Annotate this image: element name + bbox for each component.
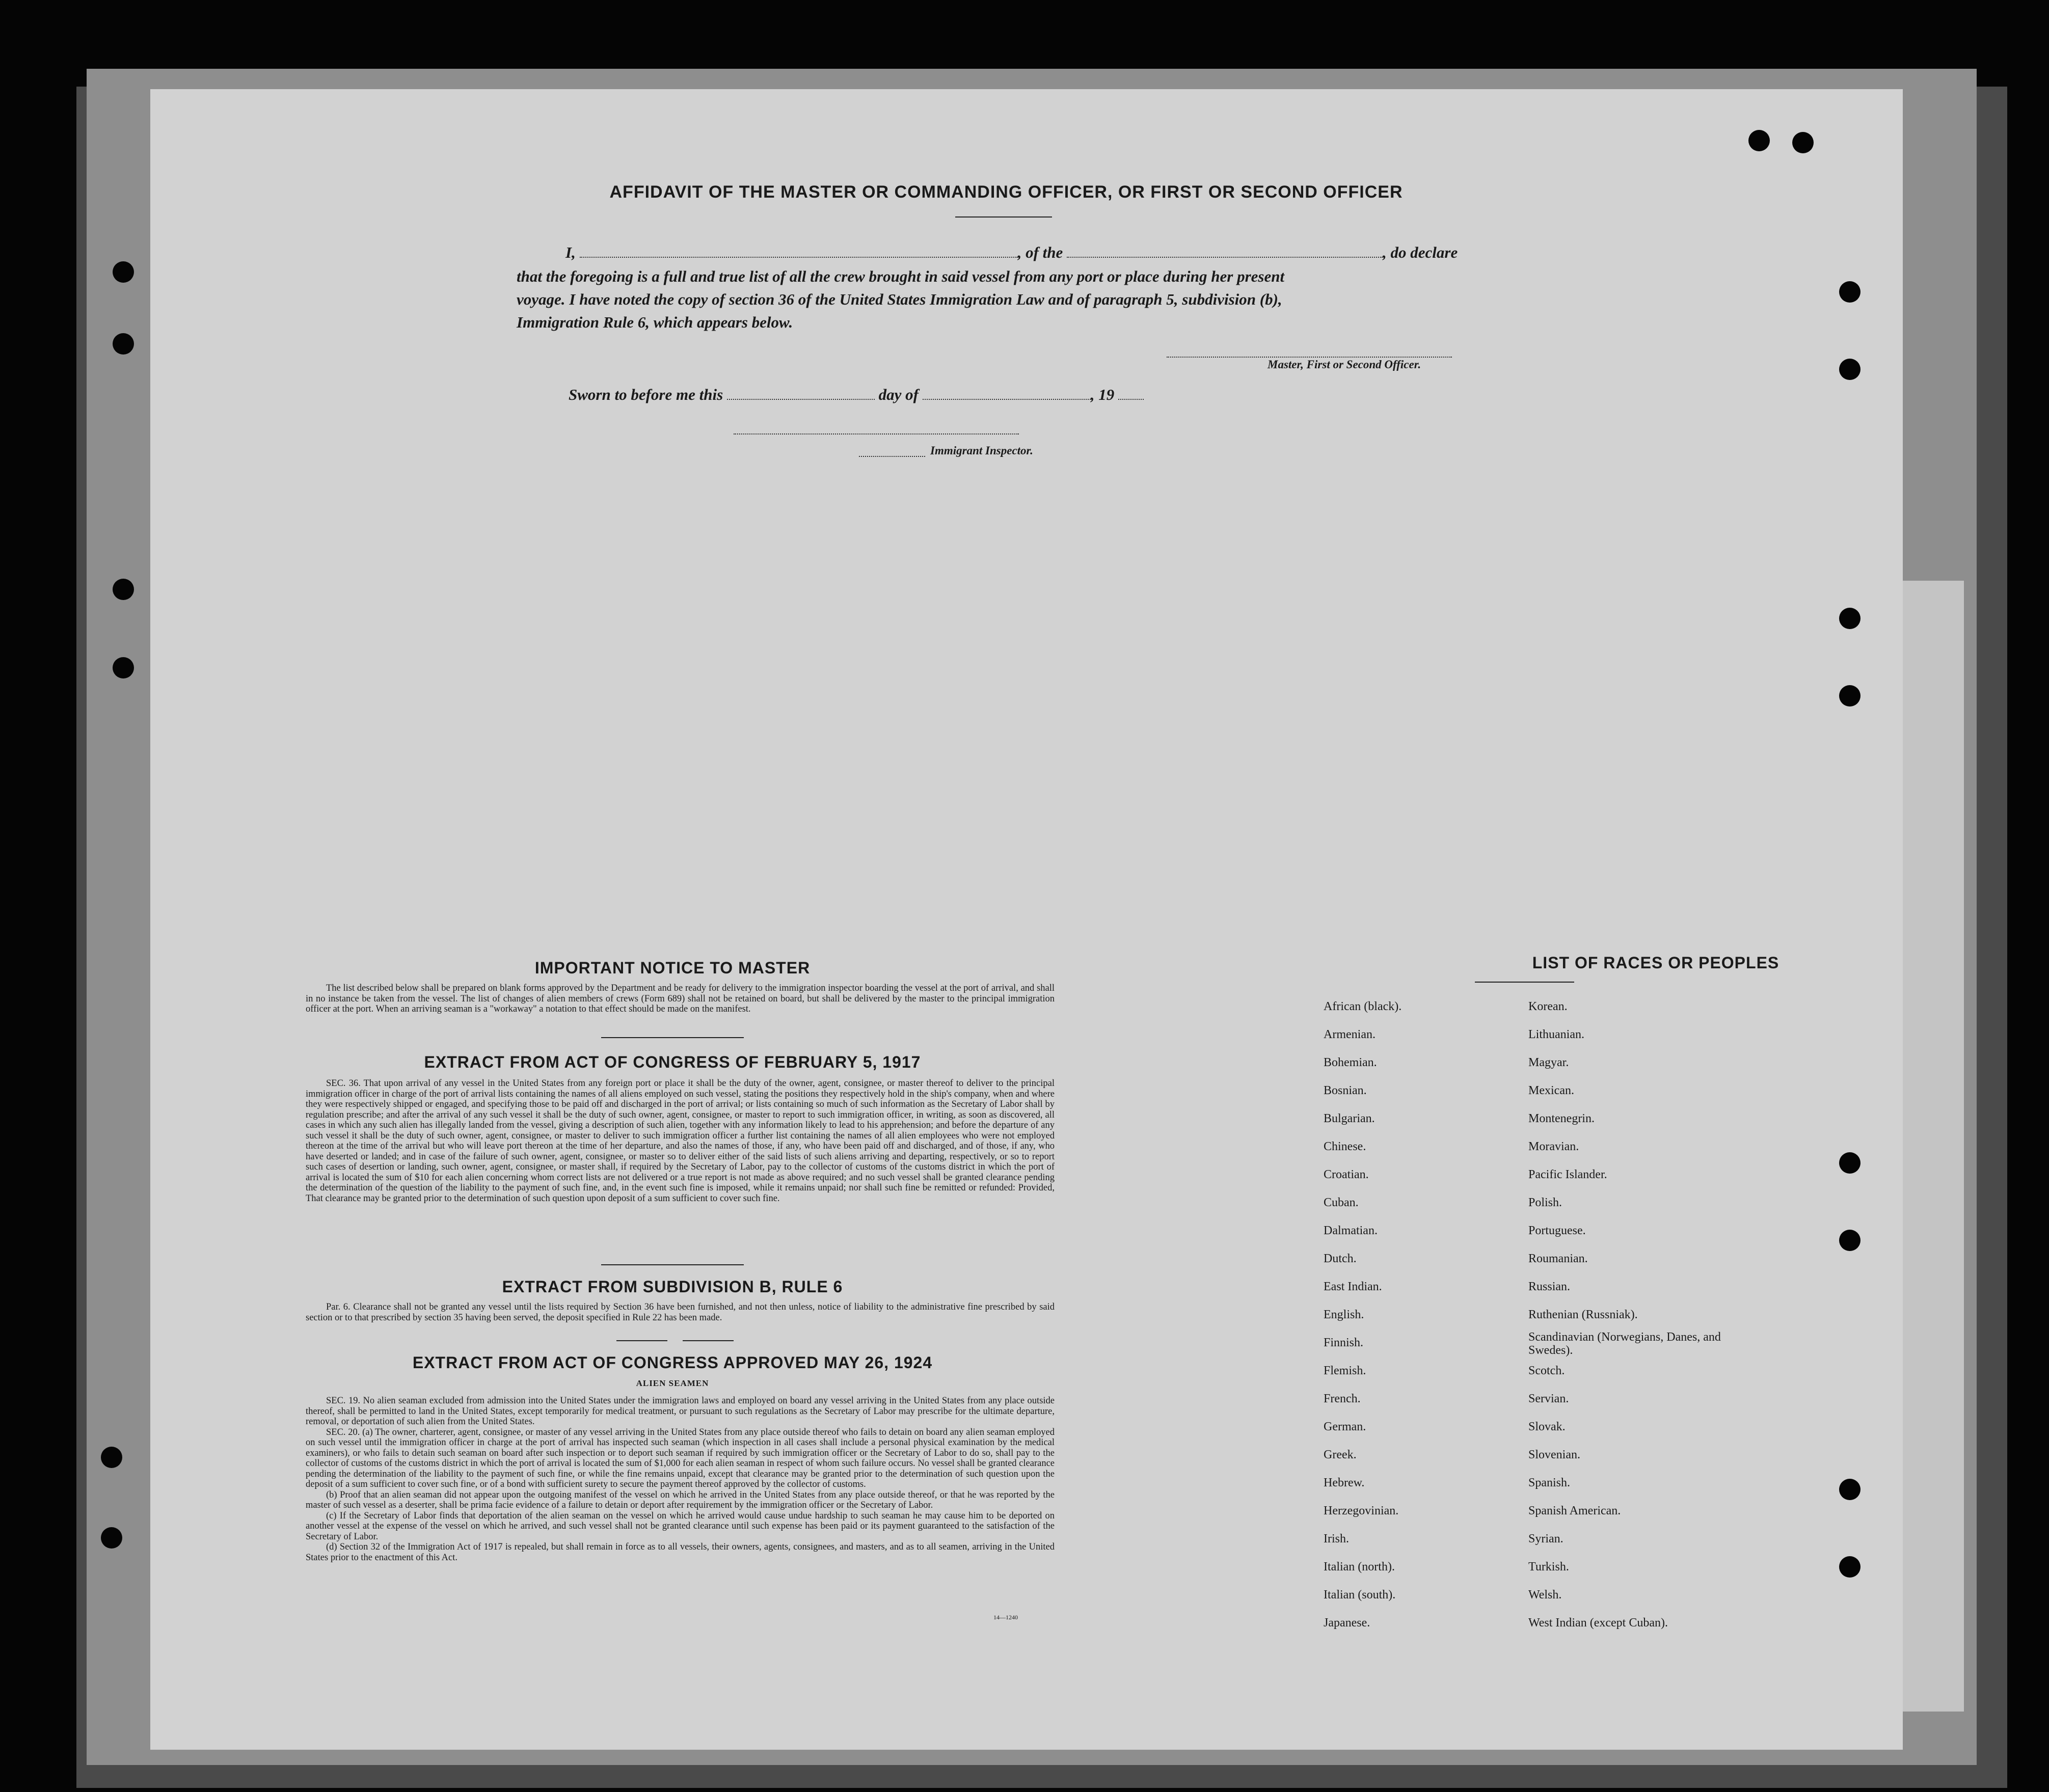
day-of-label: day of — [878, 386, 919, 403]
section-20a-text: SEC. 20. (a) The owner, charterer, agent, consignee, or master of any vessel arriving in the United States from any place outside thereof who fails to detain on board any alien seaman employed on such vessel until the immigration officer in charge at the port of arrival has inspected such seaman (which inspection in all cases shall include a personal physical examination by the medical examiners), or who fails to detain such seaman on board after such inspection or to deport such seaman if required by such immigration officer or the Secretary of Labor to do so, shall pay to the collector of customs of the customs district in which the port of arrival is located the sum of $1,000 for each alien seaman in respect of whom such failure occurs. No vessel shall be granted clearance pending the determination of the liability to the payment of such fine, or while the fine remains unpaid, except that clearance may be granted prior to the determination of such question upon the deposit of a sum sufficient to cover such fine, or of a bond with sufficient surety to secure the payment thereof approved by the collector of customs. — [306, 1427, 1055, 1489]
race-item: Slovak. — [1528, 1420, 1566, 1433]
rule-6-body — [306, 1302, 1055, 1323]
punch-hole — [101, 1527, 122, 1549]
punch-hole — [1839, 1152, 1861, 1174]
race-item: Japanese. — [1324, 1616, 1370, 1630]
year-label: , 19 — [1090, 386, 1115, 403]
race-item: Mexican. — [1528, 1084, 1574, 1097]
race-item: Roumanian. — [1528, 1252, 1588, 1265]
race-item: Hebrew. — [1324, 1476, 1365, 1489]
of-the-label: , of the — [1017, 243, 1063, 261]
race-item: German. — [1324, 1420, 1366, 1433]
inspector-prefix-line — [859, 456, 925, 457]
races-title: LIST OF RACES OR PEOPLES — [1532, 954, 1780, 972]
section-rule — [1475, 982, 1574, 983]
punch-hole — [113, 261, 134, 283]
title-rule — [955, 216, 1052, 218]
i-label: I, — [565, 243, 576, 261]
rule-6-title: EXTRACT FROM SUBDIVISION B, RULE 6 — [502, 1278, 843, 1296]
race-item: Dutch. — [1324, 1252, 1357, 1265]
race-item: Russian. — [1528, 1280, 1571, 1293]
year-field[interactable] — [1118, 387, 1144, 400]
edge-sheet — [1903, 581, 1964, 1712]
race-item: Croatian. — [1324, 1168, 1369, 1181]
race-item: Greek. — [1324, 1448, 1357, 1461]
race-item: Korean. — [1528, 1000, 1568, 1013]
act-1917-title: EXTRACT FROM ACT OF CONGRESS OF FEBRUARY 5, 1917 — [424, 1053, 921, 1071]
race-item: Syrian. — [1528, 1532, 1563, 1545]
inspector-label: Immigrant Inspector. — [930, 444, 1033, 457]
section-rule — [601, 1037, 744, 1038]
race-item: Scotch. — [1528, 1364, 1565, 1377]
notice-paragraph: The list described below shall be prepared on blank forms approved by the Department and be ready for delivery to the immigration inspector boarding the vessel at the port of arrival, and shall in no instance be taken from the vessel. The list of changes of alien members of crews (Form 689) shall not be retained on board, but shall be delivered by the master to the principal immigration officer at the port. When an arriving seaman is a "workaway" a notation to that effect should be made on the manifest. — [306, 983, 1055, 1014]
section-20d-text: (d) Section 32 of the Immigration Act of 1917 is repealed, but shall remain in force as to all vessels, their owners, agents, consignees, and masters, and as to all seamen, arriving in the United States prior to the enactment of this Act. — [306, 1542, 1055, 1563]
act-1917-body — [306, 1078, 1055, 1204]
section-rule — [601, 1264, 744, 1265]
race-item: Lithuanian. — [1528, 1028, 1584, 1041]
race-item: African (black). — [1324, 1000, 1402, 1013]
punch-hole — [113, 657, 134, 678]
race-item: Italian (north). — [1324, 1560, 1395, 1573]
act-1924-body — [306, 1396, 1055, 1563]
punch-hole — [1839, 608, 1861, 629]
race-item: Scandinavian (Norwegians, Danes, and Swedes). — [1528, 1331, 1721, 1357]
master-signature-label: Master, First or Second Officer. — [1268, 358, 1421, 371]
affidavit-text-line-1: that the foregoing is a full and true list of all the crew brought in said vessel from any port or place during her present — [517, 267, 1285, 285]
section-rule — [616, 1340, 667, 1341]
race-item: Moravian. — [1528, 1140, 1579, 1153]
section-36-text: SEC. 36. That upon arrival of any vessel in the United States from any foreign port or place it shall be the duty of the owner, agent, consignee, or master thereof to deliver to the principal immigration officer in charge of the port of arrival lists containing the names of all aliens employed on such vessel, stating the positions they respectively hold in the ship's company, when and where they were respectively shipped or engaged, and specifying those to be paid off and discharged in the port of arrival; or lists containing so much of such information as the Secretary of Labor shall by regulation prescribe; and after the arrival of any such vessel it shall be the duty of such owner, agent, consignee, or master to report to such immigration officer, in writing, as soon as discovered, all cases in which any such alien has illegally landed from the vessel, giving a description of such alien, together with any information likely to lead to his apprehension; and before the departure of any such vessel it shall be the duty of such owner, agent, consignee, or master to deliver to such immigration officer a further list containing the names of all alien employees who were not employed thereon at the time of the arrival but who will leave port thereon at the time of her departure, and also the names of those, if any, who have been paid off and discharged, and of those, if any, who have deserted or landed; and in case of the failure of such owner, agent, consignee, or master so to deliver either of the said lists of such aliens arriving and departing, respectively, or so to report such cases of desertion or landing, such owner, agent, consignee, or master shall, if required by the Secretary of Labor, pay to the collector of customs of the customs district in which the port of arrival is located the sum of $10 for each alien concerning whom correct lists are not delivered or a true report is not made as above required; and no such vessel shall be granted clearance pending the determination of the question of the liability to the payment of such fine, and, in the event such fine is imposed, while it remains unpaid; nor shall such fine be remitted or refunded: Provided, That clearance may be granted prior to the determination of such question upon deposit of a sum sufficient to cover such fine. — [306, 1078, 1055, 1204]
notice-title: IMPORTANT NOTICE TO MASTER — [534, 959, 811, 977]
race-item: Polish. — [1528, 1196, 1562, 1209]
race-item: Bulgarian. — [1324, 1112, 1375, 1125]
section-20c-text: (c) If the Secretary of Labor finds that deportation of the alien seaman on the vessel on which he arrived would cause undue hardship to such seaman he may cause him to be deported on another vessel at the expense of the vessel on which he arrived, and such vessel shall not be granted clearance until such expense has been paid or its payment guaranteed to the satisfaction of the Secretary of Labor. — [306, 1510, 1055, 1542]
sworn-line — [569, 386, 1144, 404]
race-item: Irish. — [1324, 1532, 1349, 1545]
punch-hole — [1792, 132, 1814, 153]
race-item: English. — [1324, 1308, 1364, 1321]
section-rule — [683, 1340, 734, 1341]
rule-6-text: Par. 6. Clearance shall not be granted any vessel until the lists required by Section 36 have been furnished, and not then unless, notice of liability to the administrative fine prescribed by said section or to that prescribed by section 35 having been served, the deposit specified in Rule 22 has been made. — [306, 1302, 1055, 1323]
affidavit-title: AFFIDAVIT OF THE MASTER OR COMMANDING OFFICER, OR FIRST OR SECOND OFFICER — [609, 182, 1403, 202]
vessel-field[interactable] — [1067, 245, 1383, 258]
punch-hole — [1839, 1556, 1861, 1578]
race-item: East Indian. — [1324, 1280, 1382, 1293]
race-item: Ruthenian (Russniak). — [1528, 1308, 1638, 1321]
punch-hole — [1839, 281, 1861, 303]
alien-seamen-subtitle: ALIEN SEAMEN — [636, 1378, 709, 1388]
race-item: Finnish. — [1324, 1336, 1364, 1349]
section-19-text: SEC. 19. No alien seaman excluded from admission into the United States under the immigration laws and employed on board any vessel arriving in the United States from any place outside thereof, shall be permitted to land in the United States, except temporarily for medical treatment, or pursuant to such regulations as the Secretary of Labor may prescribe for the ultimate departure, removal, or deportation of such alien from the United States. — [306, 1396, 1055, 1427]
race-item: Bohemian. — [1324, 1056, 1377, 1069]
act-1924-title: EXTRACT FROM ACT OF CONGRESS APPROVED MAY 26, 1924 — [412, 1353, 933, 1372]
race-item: Spanish. — [1528, 1476, 1571, 1489]
race-item: West Indian (except Cuban). — [1528, 1616, 1668, 1630]
race-item: Spanish American. — [1528, 1504, 1621, 1517]
name-field[interactable] — [580, 245, 1018, 258]
race-item: Bosnian. — [1324, 1084, 1367, 1097]
punch-hole — [1839, 359, 1861, 380]
race-item: Flemish. — [1324, 1364, 1366, 1377]
race-item: Welsh. — [1528, 1588, 1562, 1601]
punch-hole — [1839, 685, 1861, 707]
affidavit-text-line-2: voyage. I have noted the copy of section 36 of the United States Immigration Law and of paragraph 5, subdivision (b), — [517, 290, 1282, 308]
race-item: Slovenian. — [1528, 1448, 1580, 1461]
punch-hole — [1748, 130, 1770, 151]
punch-hole — [1839, 1479, 1861, 1500]
race-item: Dalmatian. — [1324, 1224, 1378, 1237]
race-item: Italian (south). — [1324, 1588, 1396, 1601]
day-field[interactable] — [727, 387, 875, 400]
master-signature-line[interactable] — [1167, 357, 1452, 358]
section-20b-text: (b) Proof that an alien seaman did not appear upon the outgoing manifest of the vessel on which he arrived in the United States from any place outside thereof, or that he was reported by the master of such vessel as a deserter, shall be prima facie evidence of a failure to detain or deport after requirement by the immigration officer or the Secretary of Labor. — [306, 1489, 1055, 1510]
declaration-line — [565, 243, 1458, 262]
race-item: Pacific Islander. — [1528, 1168, 1607, 1181]
race-item: Turkish. — [1528, 1560, 1569, 1573]
form-number: 14—1240 — [993, 1614, 1018, 1621]
race-item: Servian. — [1528, 1392, 1569, 1405]
punch-hole — [113, 333, 134, 355]
punch-hole — [113, 579, 134, 600]
inspector-signature-line[interactable] — [734, 433, 1019, 435]
month-field[interactable] — [923, 387, 1091, 400]
race-item: Magyar. — [1528, 1056, 1569, 1069]
race-item: Montenegrin. — [1528, 1112, 1595, 1125]
sworn-label: Sworn to before me this — [569, 386, 723, 403]
affidavit-text-line-3: Immigration Rule 6, which appears below. — [517, 313, 793, 331]
punch-hole — [1839, 1230, 1861, 1251]
race-item: Portuguese. — [1528, 1224, 1586, 1237]
race-item: Cuban. — [1324, 1196, 1359, 1209]
punch-hole — [101, 1447, 122, 1468]
notice-body — [306, 983, 1055, 1015]
do-declare-label: , do declare — [1383, 243, 1458, 261]
race-item: Herzegovinian. — [1324, 1504, 1399, 1517]
race-item: Armenian. — [1324, 1028, 1376, 1041]
race-item: Chinese. — [1324, 1140, 1366, 1153]
race-item: French. — [1324, 1392, 1361, 1405]
